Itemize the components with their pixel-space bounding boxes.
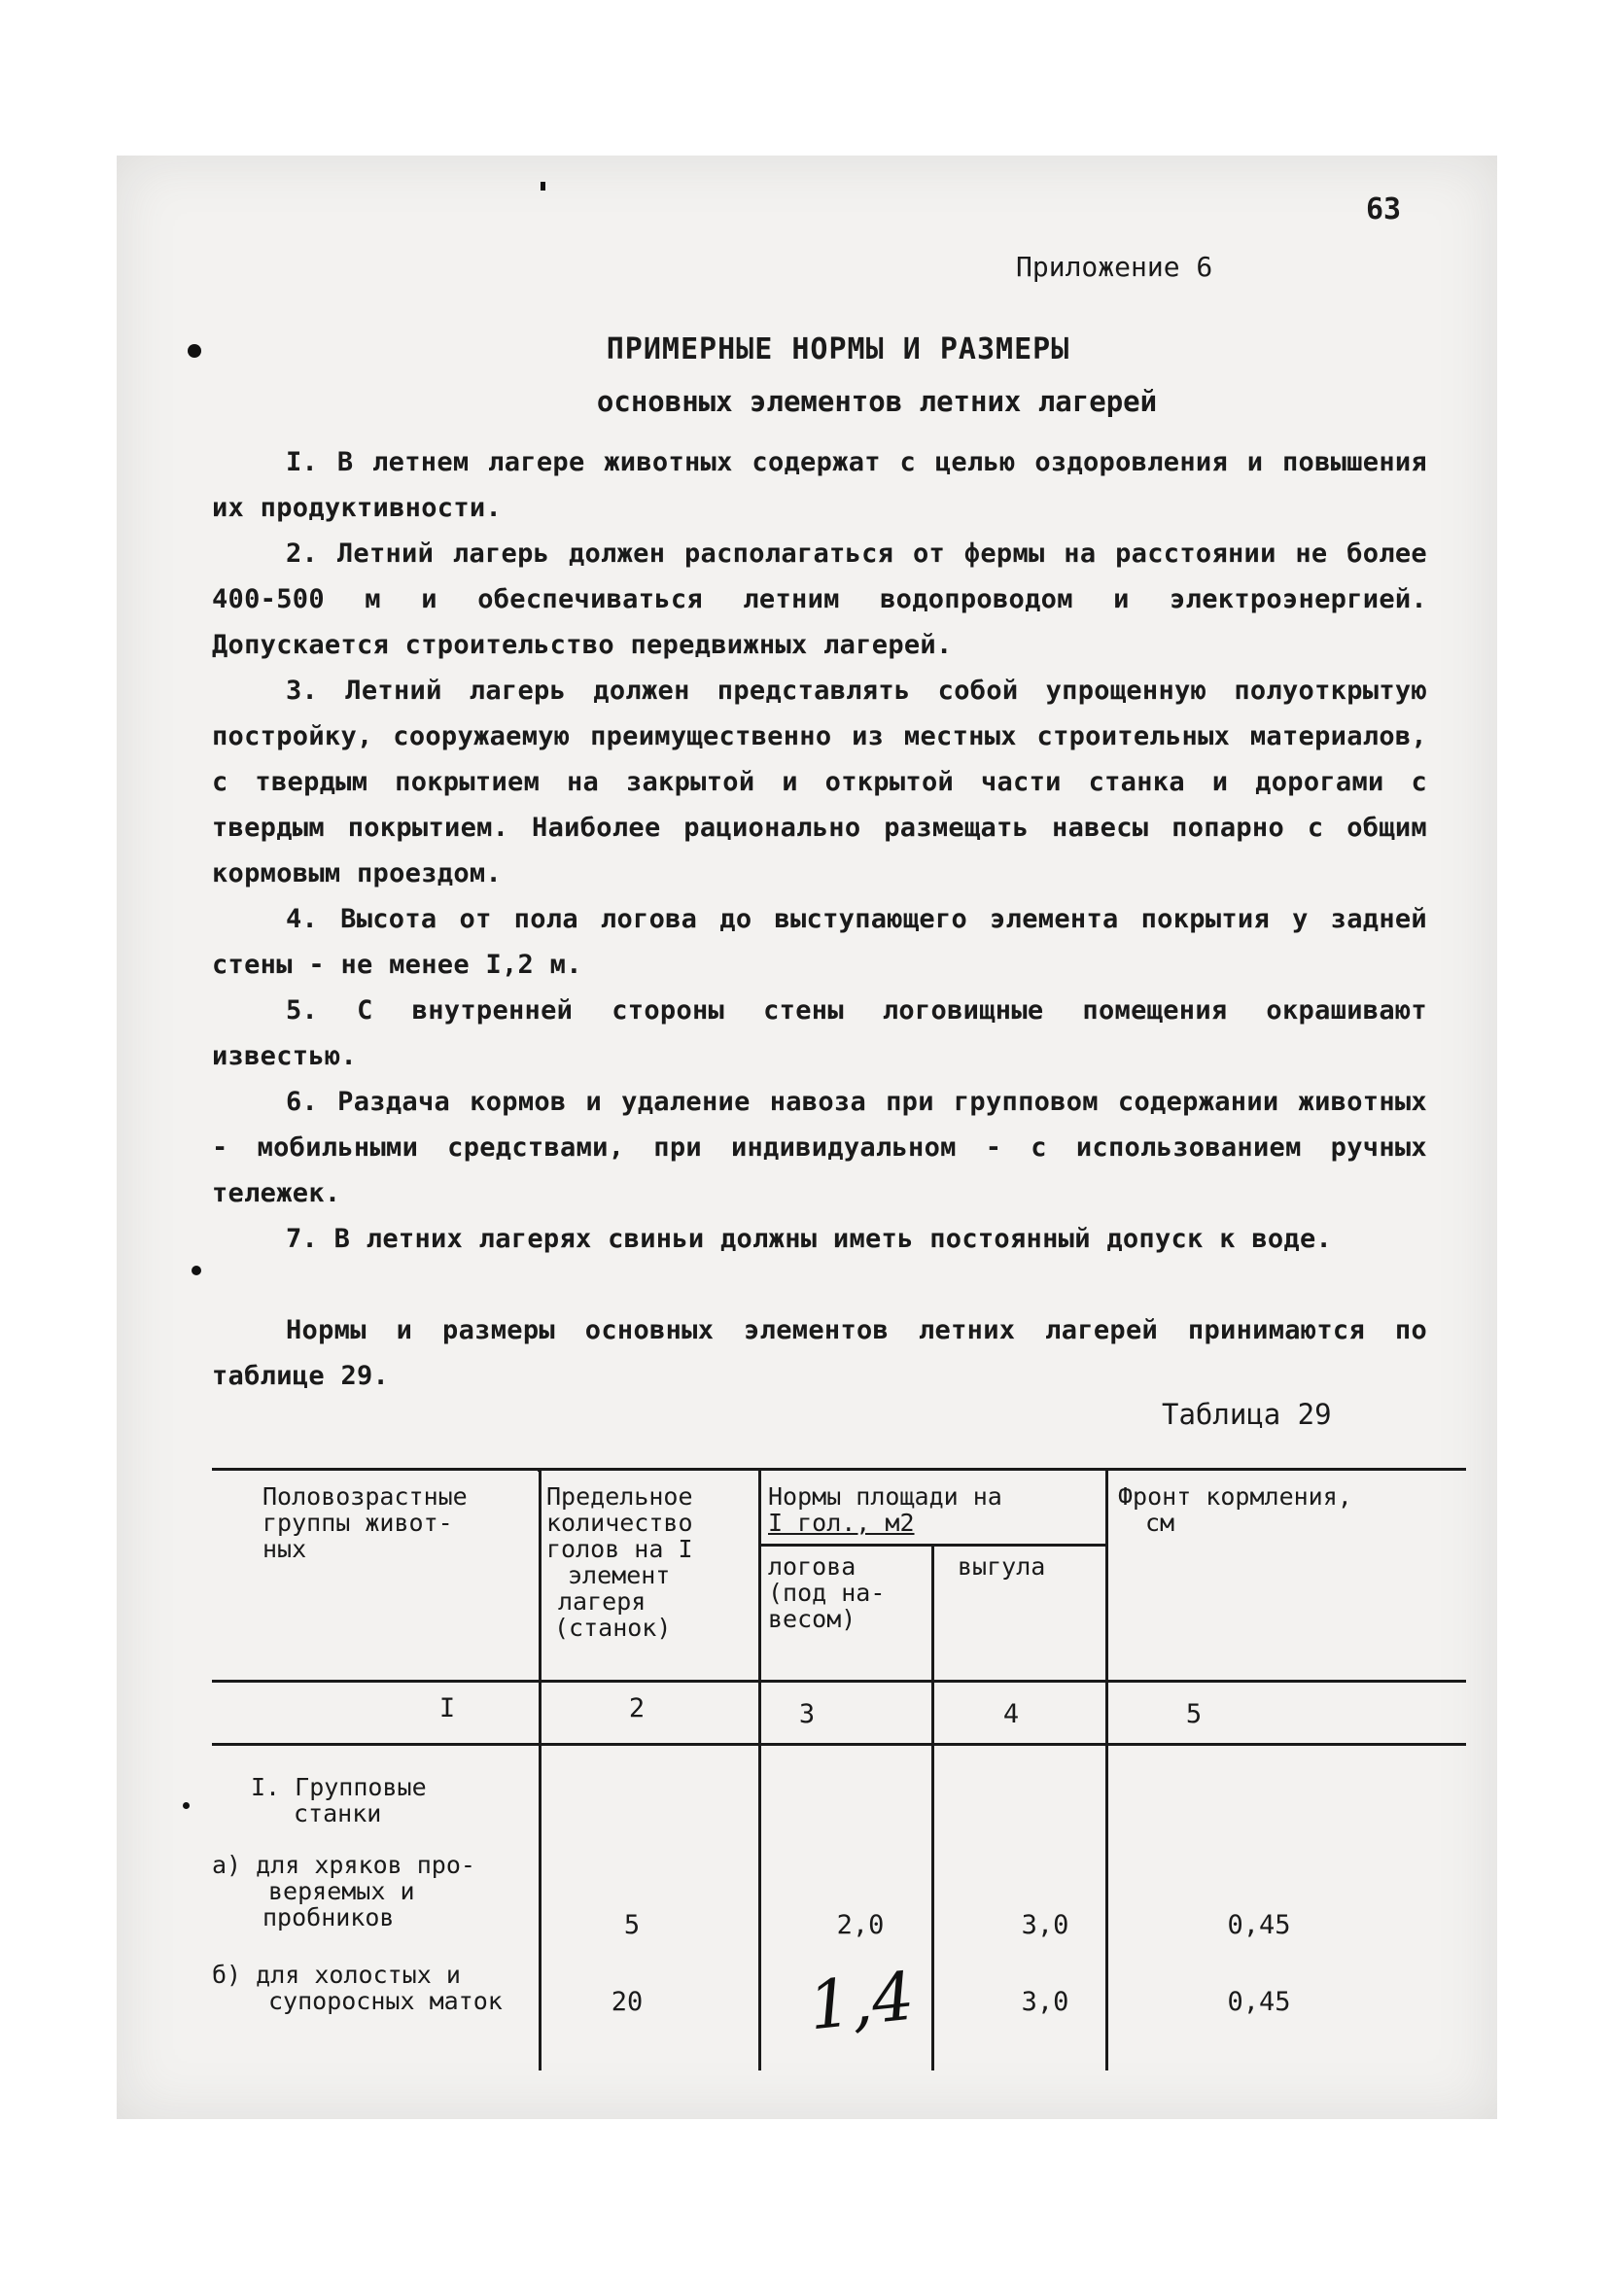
header-lair-area [768,1553,928,1632]
header-area-norms [768,1483,1103,1536]
header-line: голов на I [546,1535,693,1563]
header-line: I гол., м2 [768,1509,915,1537]
row-label-line: супоросных маток [268,1987,503,2015]
header-bottom-rule [212,1680,1466,1683]
cell-boars-lair: 2,0 [836,1910,885,1940]
paragraph-3: 3. Летний лагерь должен представлять собой упрощенную полуоткрытую постройку, сооружаемую преимущественно из местных строительных материалов, с твердым покрытием на закрытой и открытой части станка и дорогами с твердым покрытием. Наиболее рационально размещать навесы попарно с общим кормовым проездом. [212,676,1427,888]
header-yard-area [958,1553,1103,1580]
header-max-heads [546,1483,755,1641]
appendix-label: Приложение 6 [1016,251,1213,283]
column-divider [931,1546,934,2070]
header-line: количество [546,1509,693,1537]
document-subtitle: основных элементов летних лагерей [596,385,1158,418]
row-label-line: веряемых и [268,1877,415,1905]
row-label-line: б) для холостых и [212,1961,461,1989]
paragraph-7: 7. В летних лагерях свиньи должны иметь постоянный допуск к воде. [286,1224,1333,1254]
punch-hole-mark [183,1802,190,1809]
header-line: см [1145,1509,1175,1537]
column-divider [1105,1470,1108,2070]
column-number-5: 5 [1185,1699,1203,1729]
paragraph-6: 6. Раздача кормов и удаление навоза при групповом содержании животных - мобильными средствами, при индивидуальном - с использованием ручных тележек. [212,1087,1427,1208]
cell-boars-yard: 3,0 [1021,1910,1069,1940]
header-line: выгула [958,1552,1046,1581]
cell-sows-yard: 3,0 [1021,1987,1069,2017]
column-number-3: 3 [798,1699,816,1729]
row-label-line: пробников [262,1903,395,1931]
row-label-line: I. Групповые [251,1773,427,1801]
cell-sows-front: 0,45 [1227,1987,1291,2017]
punch-hole-mark [192,1266,201,1275]
cell-sows-heads: 20 [611,1987,644,2017]
row-label-group-pens [251,1774,533,1826]
column-number-4: 4 [1002,1699,1020,1729]
header-line: лагеря [558,1587,647,1616]
row-label-boars [212,1852,542,1931]
header-line: логова [768,1552,856,1581]
header-age-groups [262,1483,535,1562]
cell-boars-front: 0,45 [1227,1910,1291,1940]
paragraph-1: I. В летнем лагере животных содержат с целью оздоровления и повышения их продуктивности. [212,447,1427,523]
paragraph-4: 4. Высота от пола логова до выступающего элемента покрытия у задней стены - не менее I,2 м. [212,904,1427,980]
column-number-1: I [438,1693,456,1723]
paragraph-2: 2. Летний лагерь должен располагаться от фермы на расстоянии не более 400-500 м и обеспечиваться летним водопроводом и электроэнергией. Допускается строительство передвижных лагерей. [212,539,1427,660]
header-line: (станок) [554,1614,672,1642]
header-line: элемент [568,1561,671,1589]
document-title: ПРИМЕРНЫЕ НОРМЫ И РАЗМЕРЫ [606,332,1070,366]
header-line: Половозрастные [262,1482,468,1511]
page-number: 63 [1366,192,1402,226]
table-top-rule [212,1468,1466,1471]
header-line: Нормы площади на [768,1482,1002,1511]
header-line: группы живот- [262,1509,453,1537]
table-caption: Таблица 29 [1162,1398,1332,1431]
header-feeding-front [1118,1483,1458,1536]
cell-boars-heads: 5 [623,1910,641,1940]
row-label-sows [212,1962,572,2014]
paragraph-5: 5. С внутренней стороны стены логовищные помещения окрашивают известью. [212,995,1427,1071]
header-line: ных [262,1535,307,1563]
header-line: Предельное [546,1482,693,1511]
header-line: (под на- [768,1579,886,1607]
column-numbers-rule [212,1743,1466,1746]
row-label-line: а) для хряков про- [212,1851,475,1879]
header-line: Фронт кормления, [1118,1482,1352,1511]
column-number-2: 2 [628,1693,646,1723]
column-divider [758,1470,761,2070]
row-label-line: станки [294,1799,382,1827]
header-line: весом) [768,1605,856,1633]
ink-speck [541,182,545,191]
handwritten-correction: 1,4 [805,1958,918,2046]
paragraph-8: Нормы и размеры основных элементов летних лагерей принимаются по таблице 29. [212,1315,1427,1391]
